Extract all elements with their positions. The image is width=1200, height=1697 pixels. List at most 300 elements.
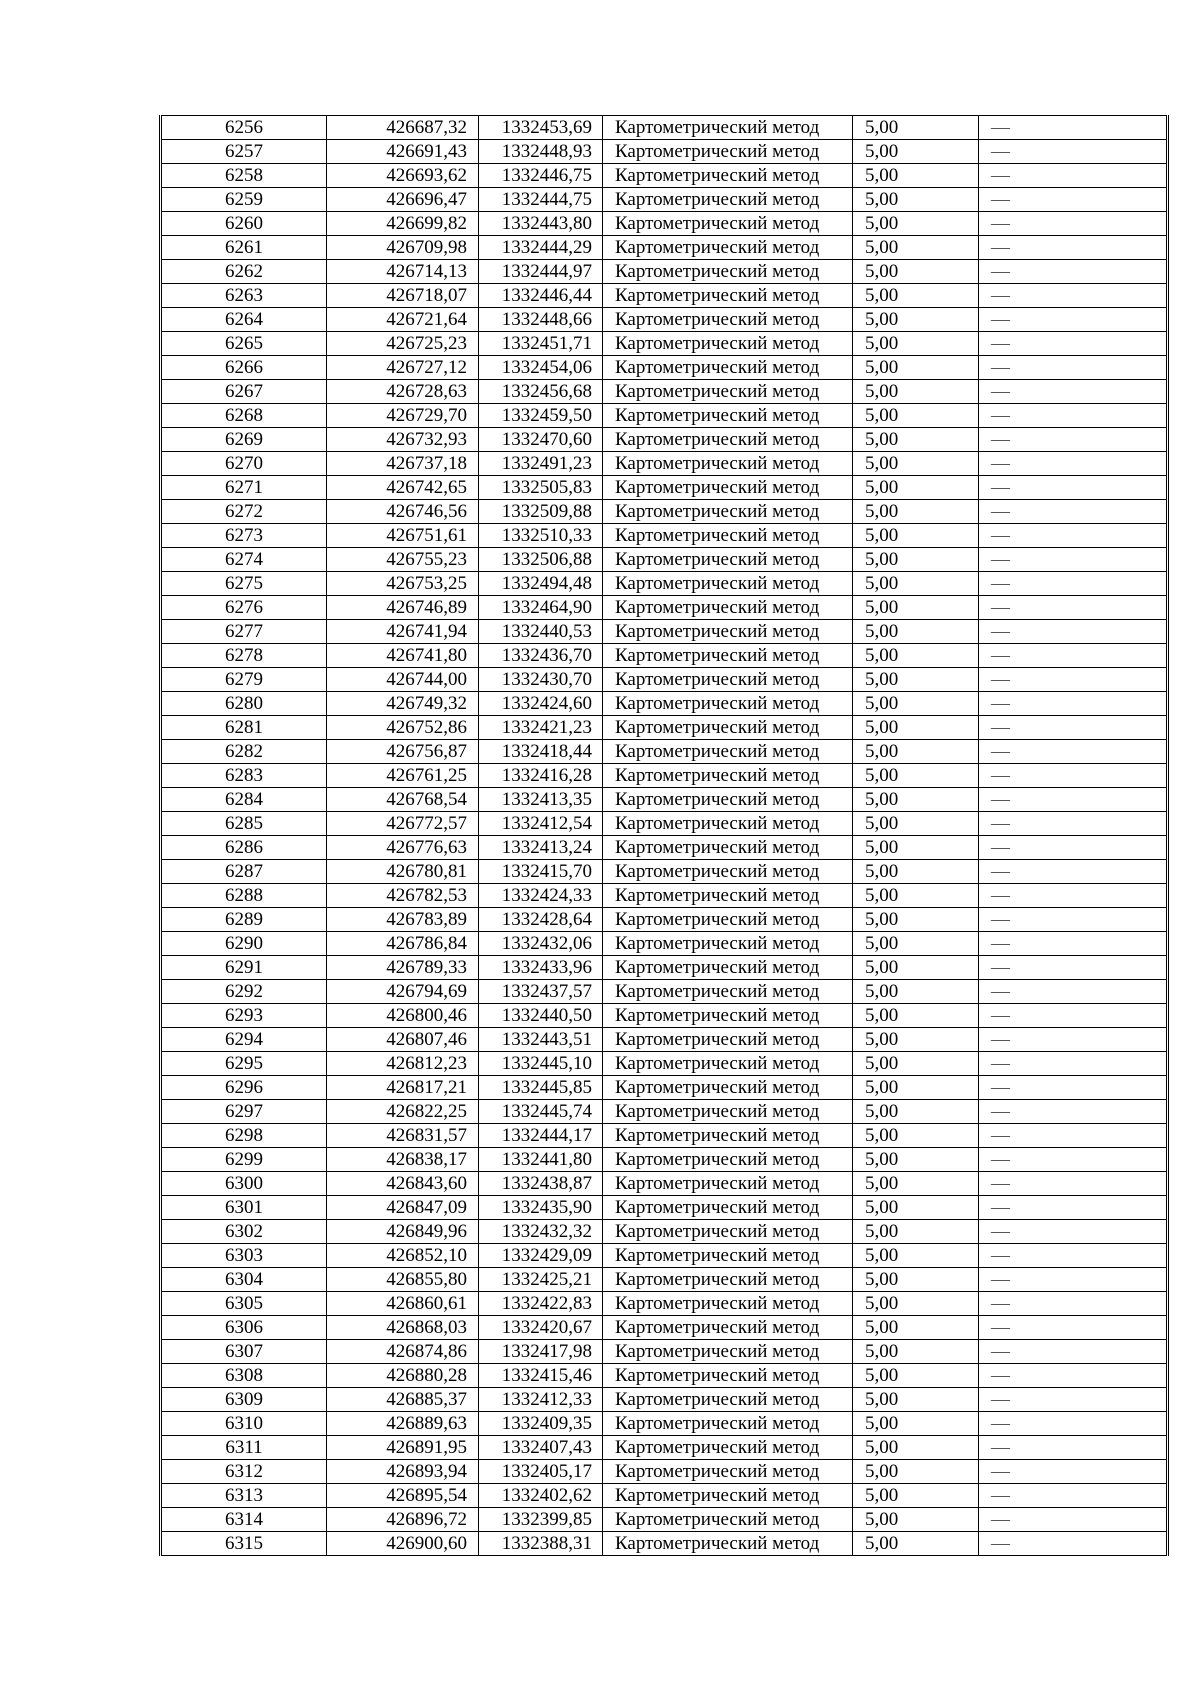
table-row [161, 380, 1168, 404]
y-coordinate-cell: 1332510,33 [479, 524, 603, 548]
point-number-cell: 6285 [161, 812, 327, 836]
description-cell: — [979, 1100, 1168, 1124]
y-coordinate-cell: 1332440,50 [479, 1004, 603, 1028]
table-row [161, 788, 1168, 812]
method-cell: Картометрический метод [603, 788, 853, 812]
point-number-cell: 6287 [161, 860, 327, 884]
point-number-cell: 6259 [161, 188, 327, 212]
description-cell: — [979, 764, 1168, 788]
accuracy-cell: 5,00 [853, 1460, 979, 1484]
description-cell: — [979, 620, 1168, 644]
table-row [161, 620, 1168, 644]
method-cell: Картометрический метод [603, 1340, 853, 1364]
accuracy-cell: 5,00 [853, 764, 979, 788]
y-coordinate-cell: 1332422,83 [479, 1292, 603, 1316]
x-coordinate-cell: 426817,21 [327, 1076, 479, 1100]
method-cell: Картометрический метод [603, 1244, 853, 1268]
x-coordinate-cell: 426843,60 [327, 1172, 479, 1196]
y-coordinate-cell: 1332444,29 [479, 236, 603, 260]
description-cell: — [979, 1340, 1168, 1364]
point-number-cell: 6284 [161, 788, 327, 812]
y-coordinate-cell: 1332437,57 [479, 980, 603, 1004]
accuracy-cell: 5,00 [853, 1412, 979, 1436]
point-number-cell: 6291 [161, 956, 327, 980]
description-cell: — [979, 548, 1168, 572]
method-cell: Картометрический метод [603, 164, 853, 188]
method-cell: Картометрический метод [603, 1460, 853, 1484]
accuracy-cell: 5,00 [853, 1388, 979, 1412]
table-row [161, 668, 1168, 692]
point-number-cell: 6274 [161, 548, 327, 572]
point-number-cell: 6264 [161, 308, 327, 332]
y-coordinate-cell: 1332388,31 [479, 1532, 603, 1556]
x-coordinate-cell: 426860,61 [327, 1292, 479, 1316]
point-number-cell: 6268 [161, 404, 327, 428]
table-row [161, 1340, 1168, 1364]
description-cell: — [979, 788, 1168, 812]
y-coordinate-cell: 1332415,46 [479, 1364, 603, 1388]
table-row [161, 956, 1168, 980]
method-cell: Картометрический метод [603, 980, 853, 1004]
point-number-cell: 6315 [161, 1532, 327, 1556]
method-cell: Картометрический метод [603, 908, 853, 932]
y-coordinate-cell: 1332428,64 [479, 908, 603, 932]
y-coordinate-cell: 1332432,06 [479, 932, 603, 956]
y-coordinate-cell: 1332506,88 [479, 548, 603, 572]
accuracy-cell: 5,00 [853, 1508, 979, 1532]
table-row [161, 1460, 1168, 1484]
method-cell: Картометрический метод [603, 116, 853, 140]
description-cell: — [979, 1148, 1168, 1172]
accuracy-cell: 5,00 [853, 212, 979, 236]
point-number-cell: 6302 [161, 1220, 327, 1244]
table-row [161, 1412, 1168, 1436]
x-coordinate-cell: 426693,62 [327, 164, 479, 188]
table-row [161, 1196, 1168, 1220]
table-row [161, 500, 1168, 524]
accuracy-cell: 5,00 [853, 500, 979, 524]
y-coordinate-cell: 1332444,75 [479, 188, 603, 212]
y-coordinate-cell: 1332446,44 [479, 284, 603, 308]
x-coordinate-cell: 426728,63 [327, 380, 479, 404]
point-number-cell: 6304 [161, 1268, 327, 1292]
x-coordinate-cell: 426812,23 [327, 1052, 479, 1076]
accuracy-cell: 5,00 [853, 1052, 979, 1076]
accuracy-cell: 5,00 [853, 332, 979, 356]
x-coordinate-cell: 426780,81 [327, 860, 479, 884]
x-coordinate-cell: 426732,93 [327, 428, 479, 452]
point-number-cell: 6300 [161, 1172, 327, 1196]
y-coordinate-cell: 1332424,33 [479, 884, 603, 908]
method-cell: Картометрический метод [603, 212, 853, 236]
description-cell: — [979, 1124, 1168, 1148]
table-row [161, 1388, 1168, 1412]
table-row [161, 1316, 1168, 1340]
x-coordinate-cell: 426751,61 [327, 524, 479, 548]
description-cell: — [979, 980, 1168, 1004]
description-cell: — [979, 524, 1168, 548]
table-row [161, 1148, 1168, 1172]
point-number-cell: 6269 [161, 428, 327, 452]
accuracy-cell: 5,00 [853, 1028, 979, 1052]
accuracy-cell: 5,00 [853, 644, 979, 668]
table-row [161, 1244, 1168, 1268]
accuracy-cell: 5,00 [853, 1076, 979, 1100]
description-cell: — [979, 1484, 1168, 1508]
y-coordinate-cell: 1332417,98 [479, 1340, 603, 1364]
y-coordinate-cell: 1332438,87 [479, 1172, 603, 1196]
method-cell: Картометрический метод [603, 1436, 853, 1460]
x-coordinate-cell: 426749,32 [327, 692, 479, 716]
table-row [161, 932, 1168, 956]
point-number-cell: 6266 [161, 356, 327, 380]
description-cell: — [979, 428, 1168, 452]
description-cell: — [979, 1436, 1168, 1460]
method-cell: Картометрический метод [603, 1052, 853, 1076]
table-row [161, 740, 1168, 764]
y-coordinate-cell: 1332440,53 [479, 620, 603, 644]
table-row [161, 836, 1168, 860]
x-coordinate-cell: 426868,03 [327, 1316, 479, 1340]
method-cell: Картометрический метод [603, 284, 853, 308]
accuracy-cell: 5,00 [853, 164, 979, 188]
accuracy-cell: 5,00 [853, 1148, 979, 1172]
point-number-cell: 6265 [161, 332, 327, 356]
table-row [161, 764, 1168, 788]
y-coordinate-cell: 1332459,50 [479, 404, 603, 428]
table-row [161, 212, 1168, 236]
method-cell: Картометрический метод [603, 404, 853, 428]
y-coordinate-cell: 1332432,32 [479, 1220, 603, 1244]
accuracy-cell: 5,00 [853, 884, 979, 908]
x-coordinate-cell: 426755,23 [327, 548, 479, 572]
x-coordinate-cell: 426741,94 [327, 620, 479, 644]
method-cell: Картометрический метод [603, 1412, 853, 1436]
method-cell: Картометрический метод [603, 812, 853, 836]
x-coordinate-cell: 426737,18 [327, 452, 479, 476]
accuracy-cell: 5,00 [853, 932, 979, 956]
point-number-cell: 6288 [161, 884, 327, 908]
accuracy-cell: 5,00 [853, 980, 979, 1004]
method-cell: Картометрический метод [603, 716, 853, 740]
point-number-cell: 6256 [161, 116, 327, 140]
x-coordinate-cell: 426768,54 [327, 788, 479, 812]
table-row [161, 860, 1168, 884]
x-coordinate-cell: 426849,96 [327, 1220, 479, 1244]
point-number-cell: 6293 [161, 1004, 327, 1028]
method-cell: Картометрический метод [603, 1220, 853, 1244]
x-coordinate-cell: 426687,32 [327, 116, 479, 140]
table-row [161, 908, 1168, 932]
y-coordinate-cell: 1332470,60 [479, 428, 603, 452]
method-cell: Картометрический метод [603, 332, 853, 356]
method-cell: Картометрический метод [603, 524, 853, 548]
y-coordinate-cell: 1332407,43 [479, 1436, 603, 1460]
accuracy-cell: 5,00 [853, 596, 979, 620]
accuracy-cell: 5,00 [853, 956, 979, 980]
x-coordinate-cell: 426761,25 [327, 764, 479, 788]
method-cell: Картометрический метод [603, 428, 853, 452]
x-coordinate-cell: 426696,47 [327, 188, 479, 212]
x-coordinate-cell: 426772,57 [327, 812, 479, 836]
y-coordinate-cell: 1332402,62 [479, 1484, 603, 1508]
table-row [161, 1436, 1168, 1460]
x-coordinate-cell: 426831,57 [327, 1124, 479, 1148]
point-number-cell: 6296 [161, 1076, 327, 1100]
x-coordinate-cell: 426786,84 [327, 932, 479, 956]
table-row [161, 884, 1168, 908]
x-coordinate-cell: 426741,80 [327, 644, 479, 668]
method-cell: Картометрический метод [603, 740, 853, 764]
method-cell: Картометрический метод [603, 692, 853, 716]
method-cell: Картометрический метод [603, 1196, 853, 1220]
accuracy-cell: 5,00 [853, 908, 979, 932]
description-cell: — [979, 380, 1168, 404]
y-coordinate-cell: 1332429,09 [479, 1244, 603, 1268]
method-cell: Картометрический метод [603, 548, 853, 572]
y-coordinate-cell: 1332448,93 [479, 140, 603, 164]
point-number-cell: 6276 [161, 596, 327, 620]
x-coordinate-cell: 426746,56 [327, 500, 479, 524]
table-row [161, 1220, 1168, 1244]
y-coordinate-cell: 1332409,35 [479, 1412, 603, 1436]
x-coordinate-cell: 426855,80 [327, 1268, 479, 1292]
y-coordinate-cell: 1332412,54 [479, 812, 603, 836]
accuracy-cell: 5,00 [853, 308, 979, 332]
y-coordinate-cell: 1332421,23 [479, 716, 603, 740]
x-coordinate-cell: 426725,23 [327, 332, 479, 356]
description-cell: — [979, 164, 1168, 188]
accuracy-cell: 5,00 [853, 1340, 979, 1364]
y-coordinate-cell: 1332464,90 [479, 596, 603, 620]
description-cell: — [979, 1028, 1168, 1052]
point-number-cell: 6280 [161, 692, 327, 716]
x-coordinate-cell: 426874,86 [327, 1340, 479, 1364]
description-cell: — [979, 236, 1168, 260]
point-number-cell: 6297 [161, 1100, 327, 1124]
y-coordinate-cell: 1332445,10 [479, 1052, 603, 1076]
accuracy-cell: 5,00 [853, 1004, 979, 1028]
accuracy-cell: 5,00 [853, 548, 979, 572]
x-coordinate-cell: 426891,95 [327, 1436, 479, 1460]
accuracy-cell: 5,00 [853, 1100, 979, 1124]
description-cell: — [979, 860, 1168, 884]
x-coordinate-cell: 426744,00 [327, 668, 479, 692]
accuracy-cell: 5,00 [853, 812, 979, 836]
x-coordinate-cell: 426782,53 [327, 884, 479, 908]
point-number-cell: 6277 [161, 620, 327, 644]
y-coordinate-cell: 1332456,68 [479, 380, 603, 404]
description-cell: — [979, 812, 1168, 836]
y-coordinate-cell: 1332420,67 [479, 1316, 603, 1340]
y-coordinate-cell: 1332415,70 [479, 860, 603, 884]
y-coordinate-cell: 1332441,80 [479, 1148, 603, 1172]
table-row [161, 1172, 1168, 1196]
method-cell: Картометрический метод [603, 1268, 853, 1292]
x-coordinate-cell: 426880,28 [327, 1364, 479, 1388]
point-number-cell: 6286 [161, 836, 327, 860]
point-number-cell: 6279 [161, 668, 327, 692]
description-cell: — [979, 1052, 1168, 1076]
description-cell: — [979, 740, 1168, 764]
method-cell: Картометрический метод [603, 1508, 853, 1532]
accuracy-cell: 5,00 [853, 860, 979, 884]
y-coordinate-cell: 1332451,71 [479, 332, 603, 356]
table-row [161, 284, 1168, 308]
table-row [161, 308, 1168, 332]
y-coordinate-cell: 1332443,51 [479, 1028, 603, 1052]
description-cell: — [979, 284, 1168, 308]
table-row [161, 1484, 1168, 1508]
accuracy-cell: 5,00 [853, 284, 979, 308]
table-row [161, 164, 1168, 188]
y-coordinate-cell: 1332454,06 [479, 356, 603, 380]
table-row [161, 476, 1168, 500]
table-row [161, 1268, 1168, 1292]
description-cell: — [979, 1316, 1168, 1340]
description-cell: — [979, 116, 1168, 140]
table-row [161, 404, 1168, 428]
table-row [161, 692, 1168, 716]
description-cell: — [979, 692, 1168, 716]
point-number-cell: 6282 [161, 740, 327, 764]
table-row [161, 1004, 1168, 1028]
x-coordinate-cell: 426742,65 [327, 476, 479, 500]
description-cell: — [979, 308, 1168, 332]
y-coordinate-cell: 1332436,70 [479, 644, 603, 668]
point-number-cell: 6289 [161, 908, 327, 932]
x-coordinate-cell: 426699,82 [327, 212, 479, 236]
method-cell: Картометрический метод [603, 1364, 853, 1388]
x-coordinate-cell: 426822,25 [327, 1100, 479, 1124]
x-coordinate-cell: 426893,94 [327, 1460, 479, 1484]
y-coordinate-cell: 1332445,85 [479, 1076, 603, 1100]
description-cell: — [979, 716, 1168, 740]
point-number-cell: 6303 [161, 1244, 327, 1268]
method-cell: Картометрический метод [603, 668, 853, 692]
method-cell: Картометрический метод [603, 188, 853, 212]
table-row [161, 428, 1168, 452]
y-coordinate-cell: 1332416,28 [479, 764, 603, 788]
point-number-cell: 6271 [161, 476, 327, 500]
description-cell: — [979, 1172, 1168, 1196]
table-row [161, 1508, 1168, 1532]
description-cell: — [979, 1196, 1168, 1220]
accuracy-cell: 5,00 [853, 572, 979, 596]
point-number-cell: 6294 [161, 1028, 327, 1052]
table-row [161, 116, 1168, 140]
point-number-cell: 6308 [161, 1364, 327, 1388]
point-number-cell: 6307 [161, 1340, 327, 1364]
table-row [161, 572, 1168, 596]
point-number-cell: 6314 [161, 1508, 327, 1532]
method-cell: Картометрический метод [603, 860, 853, 884]
table-row [161, 716, 1168, 740]
point-number-cell: 6270 [161, 452, 327, 476]
accuracy-cell: 5,00 [853, 428, 979, 452]
accuracy-cell: 5,00 [853, 1436, 979, 1460]
method-cell: Картометрический метод [603, 1148, 853, 1172]
point-number-cell: 6292 [161, 980, 327, 1004]
point-number-cell: 6305 [161, 1292, 327, 1316]
method-cell: Картометрический метод [603, 644, 853, 668]
description-cell: — [979, 452, 1168, 476]
x-coordinate-cell: 426838,17 [327, 1148, 479, 1172]
table-row [161, 548, 1168, 572]
method-cell: Картометрический метод [603, 620, 853, 644]
description-cell: — [979, 500, 1168, 524]
accuracy-cell: 5,00 [853, 1196, 979, 1220]
y-coordinate-cell: 1332444,97 [479, 260, 603, 284]
x-coordinate-cell: 426714,13 [327, 260, 479, 284]
accuracy-cell: 5,00 [853, 1220, 979, 1244]
table-row [161, 812, 1168, 836]
point-number-cell: 6262 [161, 260, 327, 284]
description-cell: — [979, 1292, 1168, 1316]
description-cell: — [979, 932, 1168, 956]
table-row [161, 1028, 1168, 1052]
accuracy-cell: 5,00 [853, 236, 979, 260]
method-cell: Картометрический метод [603, 1076, 853, 1100]
description-cell: — [979, 332, 1168, 356]
accuracy-cell: 5,00 [853, 668, 979, 692]
point-number-cell: 6306 [161, 1316, 327, 1340]
method-cell: Картометрический метод [603, 380, 853, 404]
y-coordinate-cell: 1332435,90 [479, 1196, 603, 1220]
description-cell: — [979, 212, 1168, 236]
x-coordinate-cell: 426718,07 [327, 284, 479, 308]
table-row [161, 332, 1168, 356]
method-cell: Картометрический метод [603, 1292, 853, 1316]
y-coordinate-cell: 1332424,60 [479, 692, 603, 716]
x-coordinate-cell: 426807,46 [327, 1028, 479, 1052]
point-number-cell: 6267 [161, 380, 327, 404]
description-cell: — [979, 836, 1168, 860]
x-coordinate-cell: 426729,70 [327, 404, 479, 428]
x-coordinate-cell: 426895,54 [327, 1484, 479, 1508]
method-cell: Картометрический метод [603, 500, 853, 524]
x-coordinate-cell: 426900,60 [327, 1532, 479, 1556]
table-row [161, 1364, 1168, 1388]
table-row [161, 644, 1168, 668]
y-coordinate-cell: 1332412,33 [479, 1388, 603, 1412]
accuracy-cell: 5,00 [853, 1532, 979, 1556]
x-coordinate-cell: 426721,64 [327, 308, 479, 332]
description-cell: — [979, 404, 1168, 428]
method-cell: Картометрический метод [603, 236, 853, 260]
method-cell: Картометрический метод [603, 1484, 853, 1508]
y-coordinate-cell: 1332433,96 [479, 956, 603, 980]
y-coordinate-cell: 1332399,85 [479, 1508, 603, 1532]
description-cell: — [979, 884, 1168, 908]
accuracy-cell: 5,00 [853, 524, 979, 548]
point-number-cell: 6301 [161, 1196, 327, 1220]
accuracy-cell: 5,00 [853, 1244, 979, 1268]
x-coordinate-cell: 426889,63 [327, 1412, 479, 1436]
accuracy-cell: 5,00 [853, 1316, 979, 1340]
table-row [161, 140, 1168, 164]
method-cell: Картометрический метод [603, 356, 853, 380]
accuracy-cell: 5,00 [853, 188, 979, 212]
description-cell: — [979, 140, 1168, 164]
x-coordinate-cell: 426852,10 [327, 1244, 479, 1268]
point-number-cell: 6299 [161, 1148, 327, 1172]
y-coordinate-cell: 1332413,24 [479, 836, 603, 860]
table-row [161, 188, 1168, 212]
table-row [161, 1124, 1168, 1148]
y-coordinate-cell: 1332446,75 [479, 164, 603, 188]
description-cell: — [979, 1532, 1168, 1556]
